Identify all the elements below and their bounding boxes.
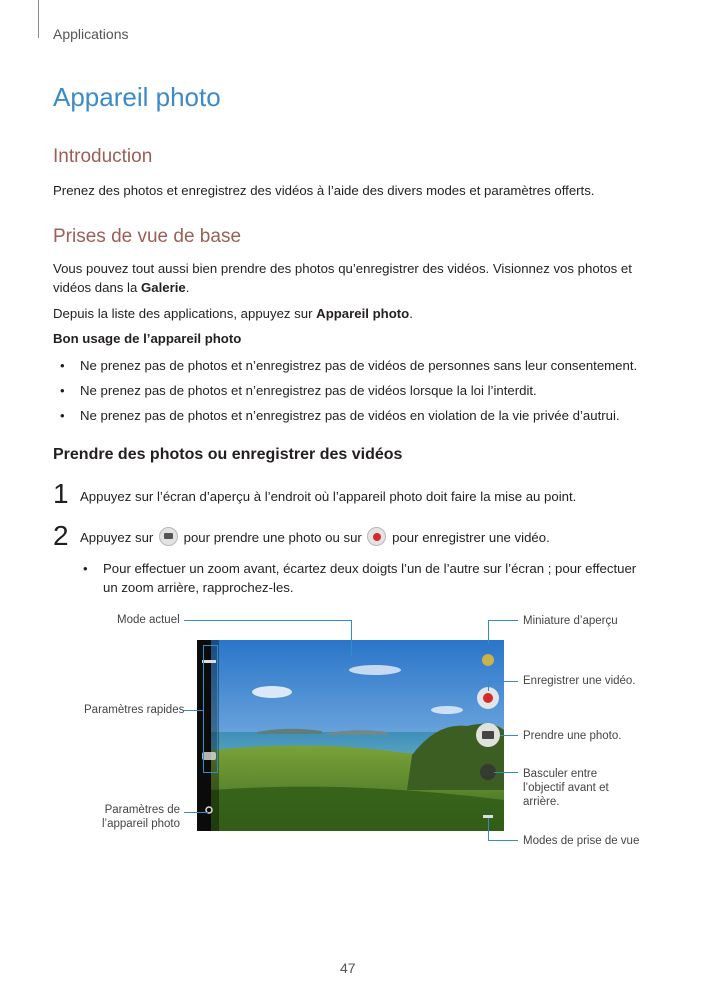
- camera-preview-screenshot: [197, 640, 504, 831]
- callout-parametres-rapides: Paramètres rapides: [84, 704, 185, 716]
- callout-mode-actuel: Mode actuel: [117, 614, 180, 626]
- leader-modes: [488, 840, 518, 841]
- callout-enregistrer: Enregistrer une vidéo.: [523, 675, 636, 687]
- leader-parametres-appareil: [184, 812, 208, 813]
- leader-prendre-photo: [500, 735, 518, 736]
- leader-enregistrer-drop: [488, 681, 489, 691]
- callout-prendre-photo: Prendre une photo.: [523, 730, 622, 742]
- leader-modes-drop: [488, 818, 489, 840]
- galerie-app-name: Galerie: [140, 280, 186, 295]
- step-2-number: 2: [53, 520, 69, 551]
- camera-app-name: Appareil photo: [316, 306, 410, 321]
- page-title: Appareil photo: [53, 82, 221, 112]
- step-1-number: 1: [53, 478, 69, 509]
- section-header: Applications: [53, 26, 129, 42]
- capture-heading: Prendre des photos ou enregistrer des vidéos: [53, 446, 403, 463]
- step-1-text: Appuyez sur l’écran d’aperçu à l’endroit où l’appareil photo doit faire la mise au point.: [80, 489, 577, 504]
- margin-rule: [38, 0, 39, 38]
- page-number: 47: [340, 960, 356, 976]
- basics-paragraph-2: Depuis la liste des applications, appuyez sur Appareil photo.: [53, 306, 413, 321]
- leader-mode-actuel: [184, 620, 351, 621]
- callout-modes: Modes de prise de vue: [523, 835, 640, 847]
- quick-settings-bracket: [203, 645, 218, 773]
- leader-mode-actuel-drop: [351, 620, 352, 656]
- camera-shutter-icon: [159, 527, 178, 546]
- leader-basculer: [494, 772, 518, 773]
- step-2-text: Appuyez sur pour prendre une photo ou sur pour enregistrer une vidéo.: [80, 527, 550, 547]
- record-icon: [367, 527, 386, 546]
- leader-parametres-rapides: [184, 710, 203, 711]
- callout-miniature: Miniature d’aperçu: [523, 615, 618, 627]
- usage-heading: Bon usage de l’appareil photo: [53, 331, 242, 346]
- leader-enregistrer: [488, 681, 518, 682]
- leader-miniature: [488, 620, 518, 621]
- leader-miniature-drop: [488, 620, 489, 644]
- basics-heading: Prises de vue de base: [53, 226, 242, 247]
- callout-parametres-appareil: Paramètres de l’appareil photo: [101, 804, 180, 830]
- callout-basculer: Basculer entre l’objectif avant et arrière.: [523, 768, 609, 808]
- intro-text: Prenez des photos et enregistrez des vidéos à l’aide des divers modes et paramètres offerts.: [53, 183, 595, 198]
- intro-heading: Introduction: [53, 146, 153, 167]
- basics-paragraph-1: Vous pouvez tout aussi bien prendre des photos qu’enregistrer des vidéos. Visionnez vos photos et vidéos dans la Galerie.: [53, 261, 632, 295]
